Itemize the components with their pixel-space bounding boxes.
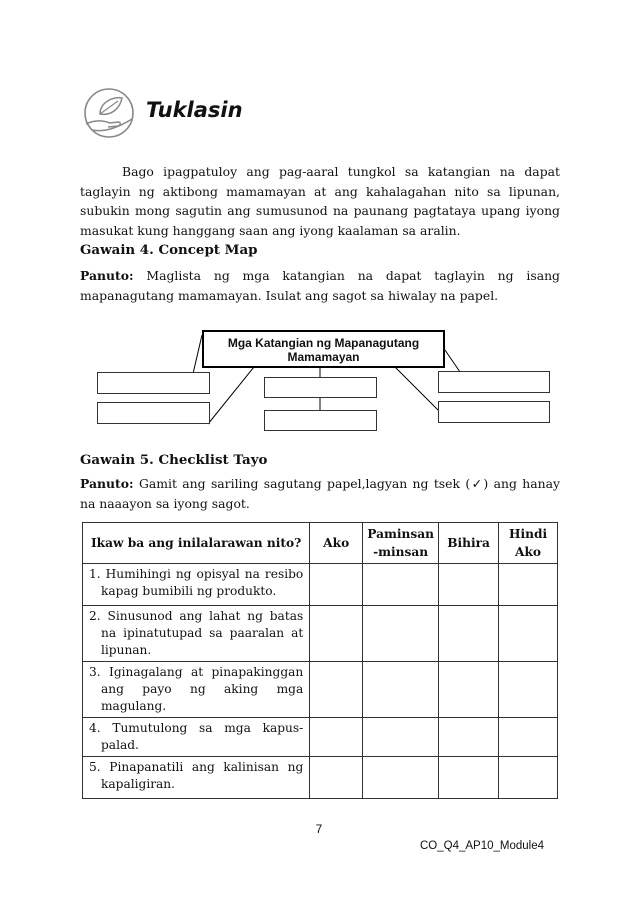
answer-cell[interactable] bbox=[439, 757, 499, 799]
table-row bbox=[83, 606, 558, 662]
question-cell: 3. Iginagalang at pinapakinggan ang payo ng aking mga magulang. bbox=[83, 662, 310, 718]
connector-line bbox=[390, 362, 438, 410]
gawain5-instructions bbox=[80, 474, 560, 513]
section-title: Tuklasin bbox=[146, 98, 243, 122]
answer-cell[interactable] bbox=[439, 718, 499, 757]
concept-answer-box[interactable] bbox=[438, 371, 550, 393]
answer-cell[interactable] bbox=[310, 564, 363, 606]
concept-answer-box[interactable] bbox=[264, 377, 377, 398]
connector-line bbox=[445, 350, 460, 372]
answer-cell[interactable] bbox=[363, 662, 439, 718]
answer-cell[interactable] bbox=[310, 606, 363, 662]
concept-answer-box[interactable] bbox=[264, 410, 377, 431]
connector-line bbox=[208, 362, 258, 424]
header-question: Ikaw ba ang inilalarawan nito? bbox=[83, 523, 310, 564]
answer-cell[interactable] bbox=[439, 606, 499, 662]
header-hindi-ako: Hindi Ako bbox=[499, 523, 558, 564]
concept-answer-box[interactable] bbox=[438, 401, 550, 423]
question-cell: 1. Humihingi ng opisyal na resibo kapag bumibili ng produkto. bbox=[83, 564, 310, 606]
question-cell: 5. Pinapanatili ang kalinisan ng kapaligiran. bbox=[83, 757, 310, 799]
answer-cell[interactable] bbox=[439, 662, 499, 718]
panuto-label: Panuto: bbox=[80, 476, 134, 491]
answer-cell[interactable] bbox=[439, 564, 499, 606]
table-row bbox=[83, 564, 558, 606]
answer-cell[interactable] bbox=[499, 757, 558, 799]
answer-cell[interactable] bbox=[499, 564, 558, 606]
answer-cell[interactable] bbox=[310, 718, 363, 757]
table-row bbox=[83, 662, 558, 718]
answer-cell[interactable] bbox=[499, 606, 558, 662]
question-cell: 2. Sinusunod ang lahat ng batas na ipinatutupad sa paaralan at lipunan. bbox=[83, 606, 310, 662]
answer-cell[interactable] bbox=[363, 718, 439, 757]
hand-with-leaf-icon bbox=[80, 86, 138, 140]
panuto-text: Gamit ang sariling sagutang papel,lagyan ng tsek (✓) ang hanay na naaayon sa iyong sagot. bbox=[80, 476, 560, 511]
answer-cell[interactable] bbox=[363, 757, 439, 799]
concept-center-line2: Mamamayan bbox=[287, 350, 360, 364]
answer-cell[interactable] bbox=[363, 606, 439, 662]
answer-cell[interactable] bbox=[310, 662, 363, 718]
concept-map-center-box bbox=[202, 330, 445, 368]
answer-cell[interactable] bbox=[363, 564, 439, 606]
page-number: 7 bbox=[315, 822, 323, 836]
intro-paragraph: Bago ipagpatuloy ang pag-aaral tungkol sa katangian na dapat taglayin ng aktibong mamamayan at ang kahalagahan nito sa lipunan, subukin mong sagutin ang sumusunod na paunang pagtataya upang iyong masukat kung hanggang saan ang iyong kaalaman sa aralin. bbox=[80, 164, 560, 238]
answer-cell[interactable] bbox=[310, 757, 363, 799]
question-cell: 4. Tumutulong sa mga kapus-palad. bbox=[83, 718, 310, 757]
module-code: CO_Q4_AP10_Module4 bbox=[420, 840, 545, 852]
concept-answer-box[interactable] bbox=[97, 372, 210, 394]
panuto-text: Maglista ng mga katangian na dapat taglayin ng isang mapanagutang mamamayan. Isulat ang sagot sa hiwalay na papel. bbox=[80, 268, 560, 303]
answer-cell[interactable] bbox=[499, 718, 558, 757]
gawain4-title: Gawain 4. Concept Map bbox=[80, 242, 258, 258]
concept-answer-box[interactable] bbox=[97, 402, 210, 424]
table-header-row bbox=[83, 523, 558, 564]
table-row bbox=[83, 757, 558, 799]
gawain5-title: Gawain 5. Checklist Tayo bbox=[80, 452, 268, 468]
header-bihira: Bihira bbox=[439, 523, 499, 564]
header-ako: Ako bbox=[310, 523, 363, 564]
table-row bbox=[83, 718, 558, 757]
panuto-label: Panuto: bbox=[80, 268, 134, 283]
header-paminsan-minsan: Paminsan -minsan bbox=[363, 523, 439, 564]
gawain4-instructions bbox=[80, 266, 560, 305]
checklist-table bbox=[82, 522, 558, 799]
answer-cell[interactable] bbox=[499, 662, 558, 718]
concept-center-line1: Mga Katangian ng Mapanagutang bbox=[227, 336, 420, 350]
